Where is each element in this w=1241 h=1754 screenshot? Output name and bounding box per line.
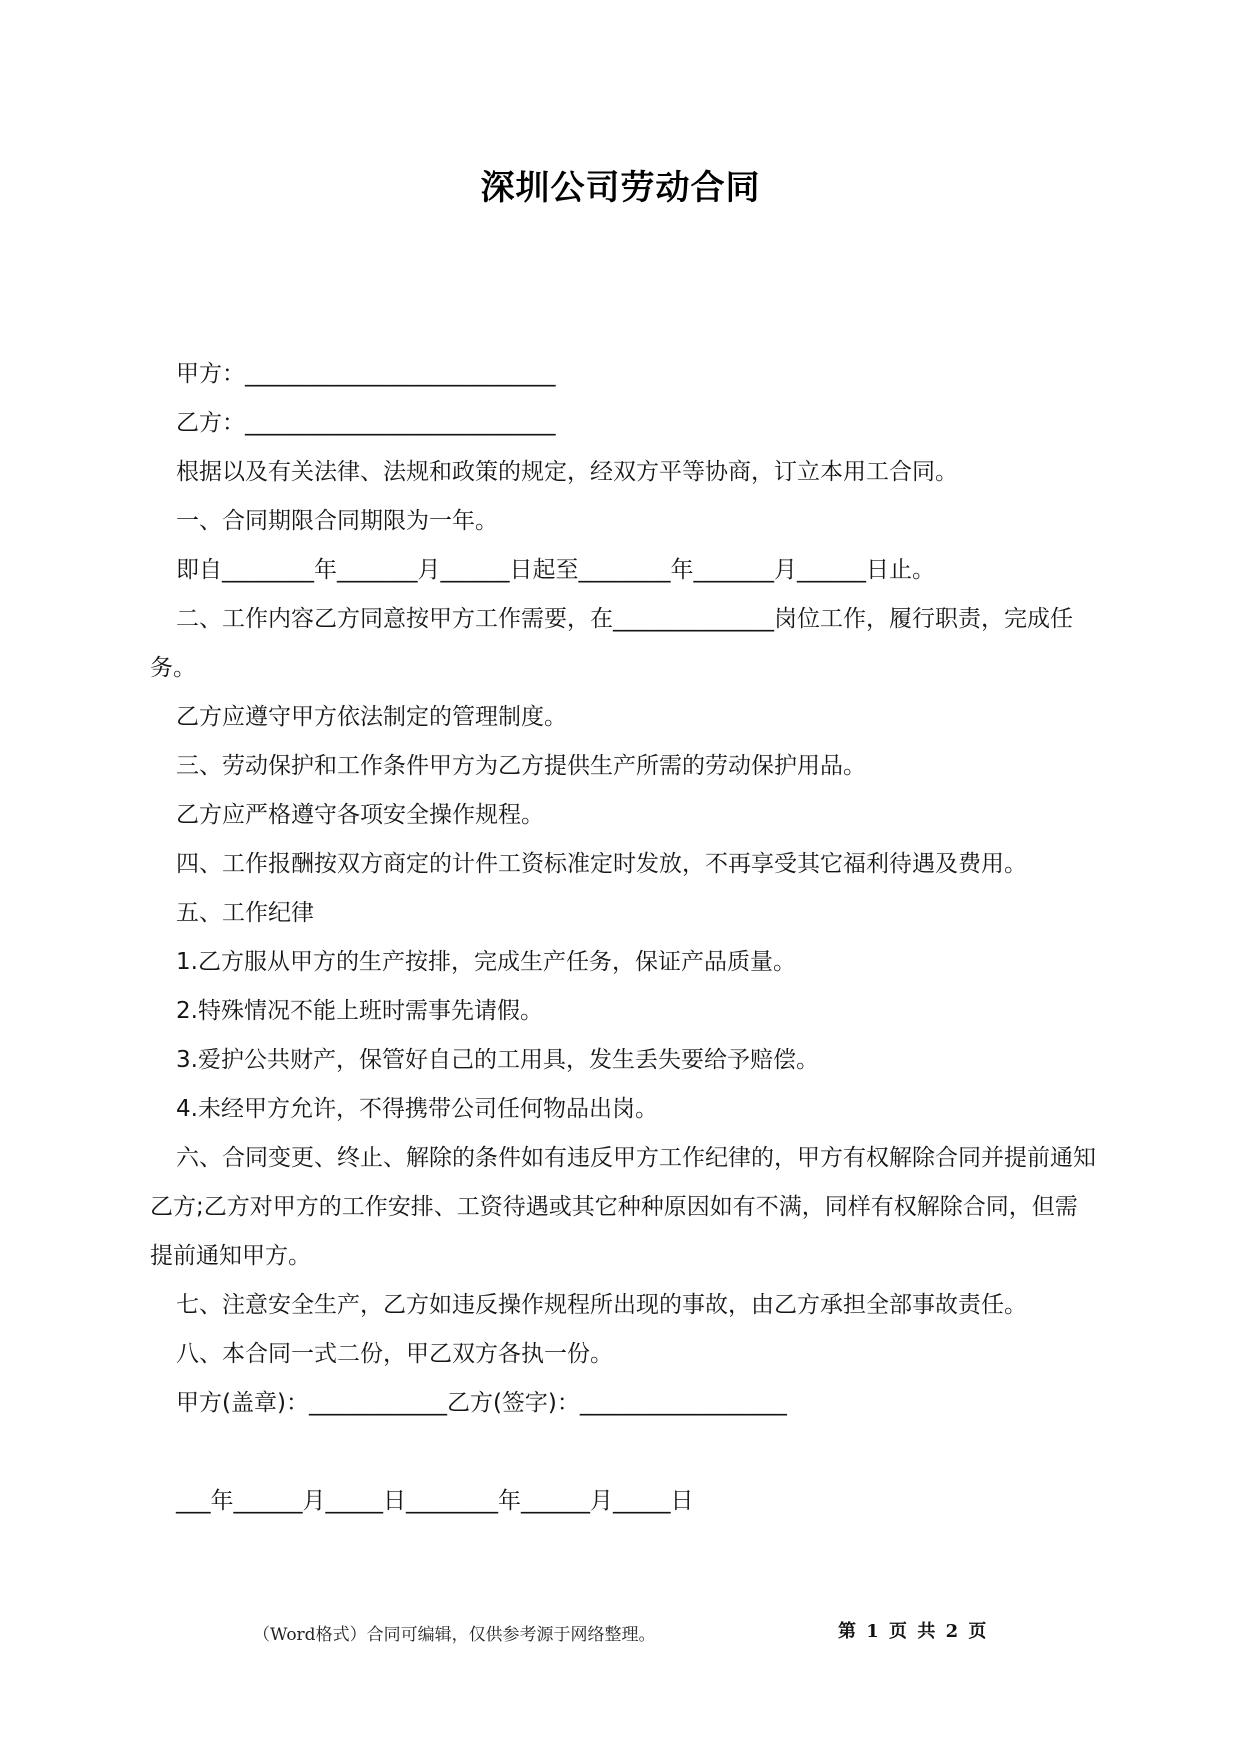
clause-7-safety: 七、注意安全生产，乙方如违反操作规程所出现的事故，由乙方承担全部事故责任。	[176, 1292, 1027, 1318]
clause-4-pay: 四、工作报酬按双方商定的计件工资标准定时发放，不再享受其它福利待遇及费用。	[176, 851, 1027, 877]
discipline-item-1: 1.乙方服从甲方的生产按排，完成生产任务，保证产品质量。	[176, 949, 796, 975]
party-b-line: 乙方：___________________________	[176, 410, 556, 436]
preamble: 根据以及有关法律、法规和政策的规定，经双方平等协商，订立本用工合同。	[176, 459, 958, 485]
clause-2-rules: 乙方应遵守甲方依法制定的管理制度。	[176, 704, 567, 730]
clause-2-work: 二、工作内容乙方同意按甲方工作需要，在______________岗位工作，履行职责，完成任务。	[150, 606, 1073, 681]
discipline-item-2: 2.特殊情况不能上班时需事先请假。	[176, 998, 543, 1024]
discipline-item-3: 3.爱护公共财产，保管好自己的工用具，发生丢失要给予赔偿。	[176, 1047, 819, 1073]
clause-1-dates: 即自________年_______月______日起至________年_______月______日止。	[176, 557, 935, 583]
date-line: ___年______月_____日________年______月_____日	[176, 1488, 694, 1514]
page-title: 深圳公司劳动合同	[480, 168, 761, 208]
discipline-item-4: 4.未经甲方允许，不得携带公司任何物品出岗。	[176, 1096, 658, 1122]
page-indicator: 第 1 页 共 2 页	[838, 1621, 989, 1642]
clause-1-term: 一、合同期限合同期限为一年。	[176, 508, 498, 534]
clause-3-safety: 乙方应严格遵守各项安全操作规程。	[176, 802, 544, 828]
contract-body	[150, 350, 1100, 1526]
clause-6-termination: 六、合同变更、终止、解除的条件如有违反甲方工作纪律的，甲方有权解除合同并提前通知乙方;乙方对甲方的工作安排、工资待遇或其它种种原因如有不满，同样有权解除合同，但需提前通知甲方。	[150, 1145, 1096, 1269]
clause-3-protection: 三、劳动保护和工作条件甲方为乙方提供生产所需的劳动保护用品。	[176, 753, 866, 779]
footer-note: （Word格式）合同可编辑，仅供参考源于网络整理。	[253, 1625, 656, 1645]
signature-line: 甲方(盖章)：____________乙方(签字)：__________________	[176, 1390, 787, 1416]
clause-5-discipline: 五、工作纪律	[176, 900, 314, 926]
clause-8-copies: 八、本合同一式二份，甲乙双方各执一份。	[176, 1341, 613, 1367]
party-a-line: 甲方：___________________________	[176, 361, 556, 387]
